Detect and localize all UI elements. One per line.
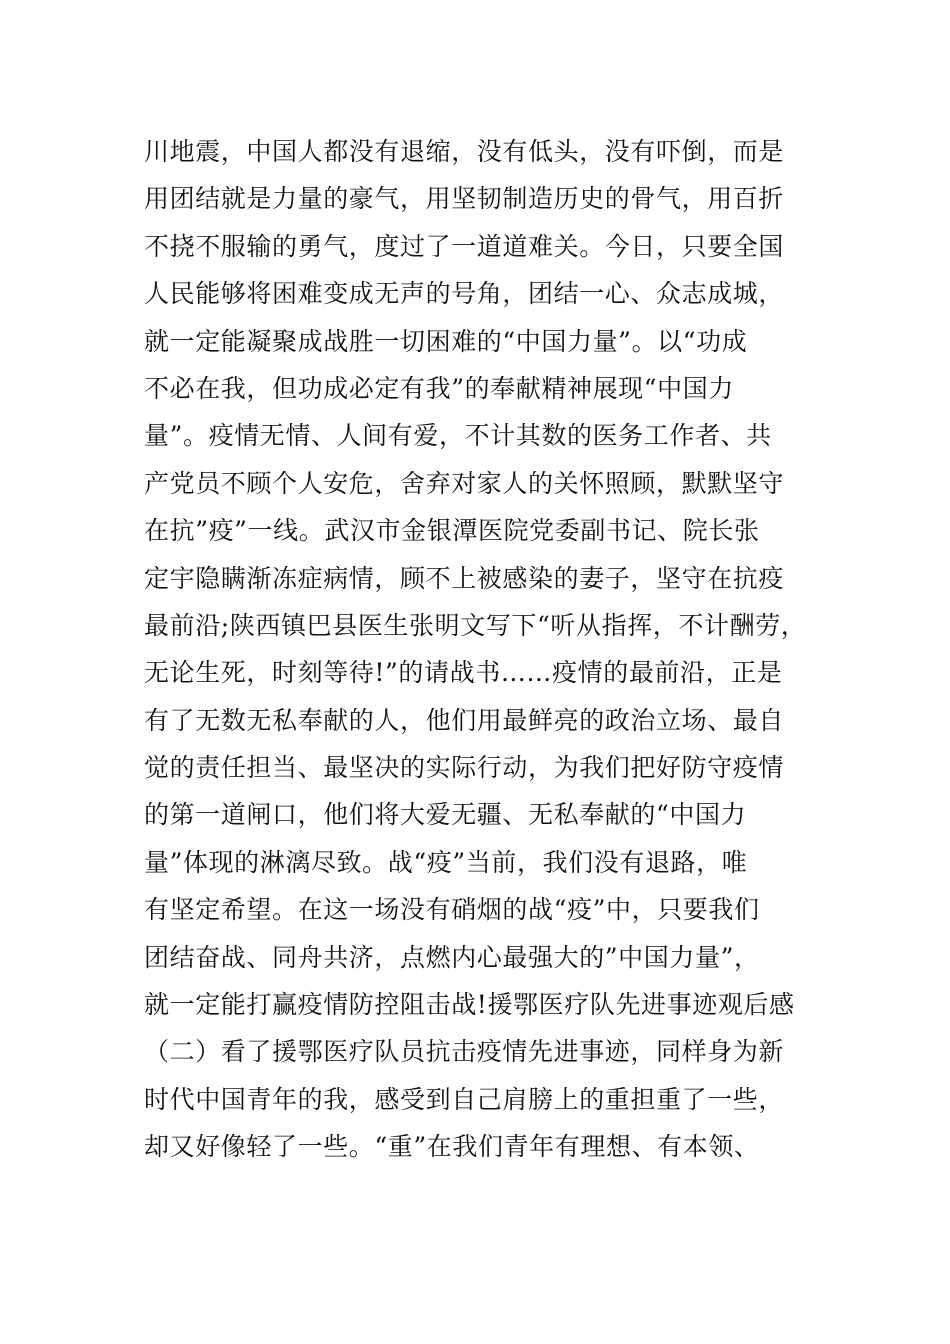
text-line: 用团结就是力量的豪气，用坚韧制造历史的骨气，用百折 — [144, 184, 785, 214]
text-line: 不必在我，但功成必定有我”的奉献精神展现“中国力 — [144, 373, 734, 403]
text-line: 时代中国青年的我，感受到自己肩膀上的重担重了一些， — [144, 1084, 785, 1114]
body-text — [144, 128, 824, 1171]
text-line: 定宇隐瞒渐冻症病情，顾不上被感染的妻子，坚守在抗疫 — [144, 563, 785, 593]
text-line: 在抗”疫”一线。武汉市金银潭医院党委副书记、院长张 — [144, 516, 760, 546]
text-line: 有坚定希望。在这一场没有硝烟的战“疫”中，只要我们 — [144, 895, 760, 925]
text-line: （二）看了援鄂医疗队员抗击疫情先进事迹，同样身为新 — [144, 1037, 785, 1067]
text-line: 的第一道闸口，他们将大爱无疆、无私奉献的“中国力 — [144, 800, 747, 830]
text-line: 产党员不顾个人安危，舍弃对家人的关怀照顾，默默坚守 — [144, 468, 785, 498]
text-line: 就一定能打赢疫情防控阻击战!援鄂医疗队先进事迹观后感 — [144, 990, 795, 1020]
text-line: 团结奋战、同舟共济，点燃内心最强大的”中国力量”， — [144, 942, 760, 972]
text-line: 川地震，中国人都没有退缩，没有低头，没有吓倒，而是 — [144, 137, 785, 166]
text-line: 人民能够将困难变成无声的号角，团结一心、众志成城， — [144, 279, 785, 309]
text-line: 觉的责任担当、最坚决的实际行动，为我们把好防守疫情 — [144, 753, 785, 783]
text-line: 有了无数无私奉献的人，他们用最鲜亮的政治立场、最自 — [144, 705, 785, 735]
text-line: 无论生死，时刻等待!”的请战书……疫情的最前沿，正是 — [144, 658, 783, 688]
text-line: 最前沿;陕西镇巴县医生张明文写下“听从指挥，不计酬劳， — [144, 610, 807, 640]
text-line: 量”体现的淋漓尽致。战“疫”当前，我们没有退路，唯 — [144, 847, 748, 877]
text-line: 不挠不服输的勇气，度过了一道道难关。今日，只要全国 — [144, 231, 785, 261]
text-line: 就一定能凝聚成战胜一切困难的“中国力量”。以“功成 — [144, 326, 748, 356]
text-line: 却又好像轻了一些。“重”在我们青年有理想、有本领、 — [144, 1132, 760, 1162]
text-line: 量”。疫情无情、人间有爱，不计其数的医务工作者、共 — [144, 421, 772, 451]
